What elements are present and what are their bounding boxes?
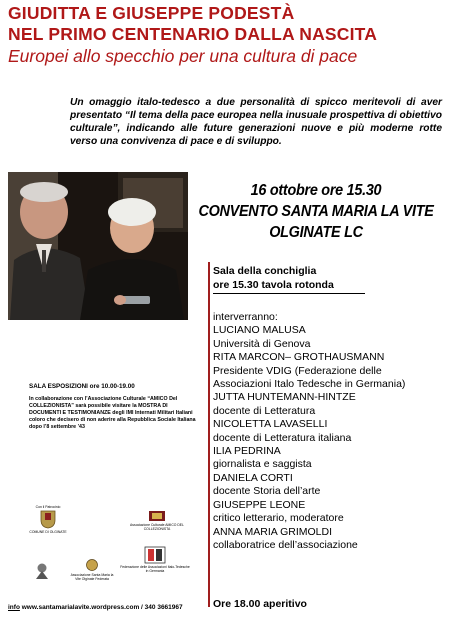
speaker-line: docente di Letteratura xyxy=(213,404,316,417)
aperitivo-time: Ore 18.00 aperitivo xyxy=(213,598,307,610)
speaker-line: Presidente VDIG (Federazione delle xyxy=(213,364,382,377)
round-table-time: ore 15.30 tavola rotonda xyxy=(213,279,334,291)
speaker-line: ANNA MARIA GRIMOLDI xyxy=(213,525,333,538)
speaker-line: Università di Genova xyxy=(213,337,311,350)
event-date-time: 16 ottobre ore 15.30 xyxy=(250,182,382,199)
assoc-santa-maria-block xyxy=(68,558,116,581)
speaker-line: DANIELA CORTI xyxy=(213,471,293,484)
footer-info xyxy=(8,604,183,611)
emblem-icon xyxy=(34,562,50,580)
emblem-block xyxy=(34,562,50,585)
speaker-line: critico letterario, moderatore xyxy=(213,512,344,525)
speaker-line: collaboratrice dell’associazione xyxy=(213,538,358,551)
speaker-line: JUTTA HUNTEMANN-HINTZE xyxy=(213,391,356,404)
speaker-line: LUCIANO MALUSA xyxy=(213,324,306,337)
speaker-line: interverranno: xyxy=(213,311,278,323)
event-info xyxy=(195,180,437,243)
patronage-block xyxy=(24,505,72,534)
patronage-label: Con il Patrocinio xyxy=(35,505,61,509)
speaker-line: GIUSEPPE LEONE xyxy=(213,498,306,511)
exhibition-title: SALA ESPOSIZIONI ore 10.00-19.00 xyxy=(29,383,135,390)
speaker-line: docente di Letteratura italiana xyxy=(213,431,352,444)
federazione-logo-icon xyxy=(144,546,166,564)
speaker-line: NICOLETTA LAVASELLI xyxy=(213,418,328,431)
speaker-line: RITA MARCON– GROTHAUSMANN xyxy=(213,351,385,364)
comune-label: COMUNE DI OLGINATE xyxy=(29,530,67,534)
speaker-line: docente Storia dell’arte xyxy=(213,485,321,498)
event-place: OLGINATE LC xyxy=(269,224,363,241)
intro-paragraph: Un omaggio italo-tedesco a due personalità di spicco meritevoli di aver presentato “Il tema della pace europea nella inusuale prospettiva di obiettivo culturale”, indicando alle future generazioni nuove e più moderne rotte verso una convivenza di pace e di sviluppo. xyxy=(70,97,442,147)
federazione-block xyxy=(120,546,190,573)
info-label: info xyxy=(8,604,20,611)
sala-name: Sala della conchiglia xyxy=(213,265,317,277)
amico-logo-block xyxy=(122,510,192,531)
federazione-label: Federazione delle Associazioni Italo-Tedesche in Germania xyxy=(120,565,190,573)
subtitle: Europei allo specchio per una cultura di pace xyxy=(8,46,358,66)
comune-crest-icon xyxy=(40,509,56,529)
speaker-line: Associazioni Italo Tedesche in Germania) xyxy=(213,378,406,391)
red-divider xyxy=(208,262,210,607)
title-line-1: GIUDITTA E GIUSEPPE PODESTÀ xyxy=(8,3,295,23)
title-line-2: NEL PRIMO CENTENARIO DALLA NASCITA xyxy=(8,24,378,44)
sala-underline xyxy=(213,293,365,294)
exhibition-text: In collaborazione con l’Associazione Culturale “AMICO Del COLLEZIONISTA” sarà possibile visitare la MOSTRA DI DOCUMENTI E TESTIMONIANZE degli IMI Internati Militari Italiani coloro che decisero di non aderire alla Repubblica Sociale Italiana dopo l’8 settembre ’43 xyxy=(29,396,196,430)
assoc-santa-maria-icon xyxy=(86,558,98,572)
sala-conchiglia xyxy=(213,264,334,292)
info-contact[interactable]: www.santamarialavite.wordpress.com / 340 3661967 xyxy=(19,604,183,611)
speaker-line: ILIA PEDRINA xyxy=(213,445,281,458)
event-venue: CONVENTO SANTA MARIA LA VITE xyxy=(198,203,434,220)
amico-logo-icon xyxy=(148,510,166,522)
assoc-santa-maria-label: Associazione Santa Maria la Vite Olginate Federata xyxy=(70,573,114,581)
speaker-line: giornalista e saggista xyxy=(213,458,312,471)
amico-label: Associazione Culturale AMICO DEL COLLEZIONISTA xyxy=(130,523,184,531)
honorees-photo xyxy=(8,172,188,320)
speakers-list xyxy=(213,311,405,552)
